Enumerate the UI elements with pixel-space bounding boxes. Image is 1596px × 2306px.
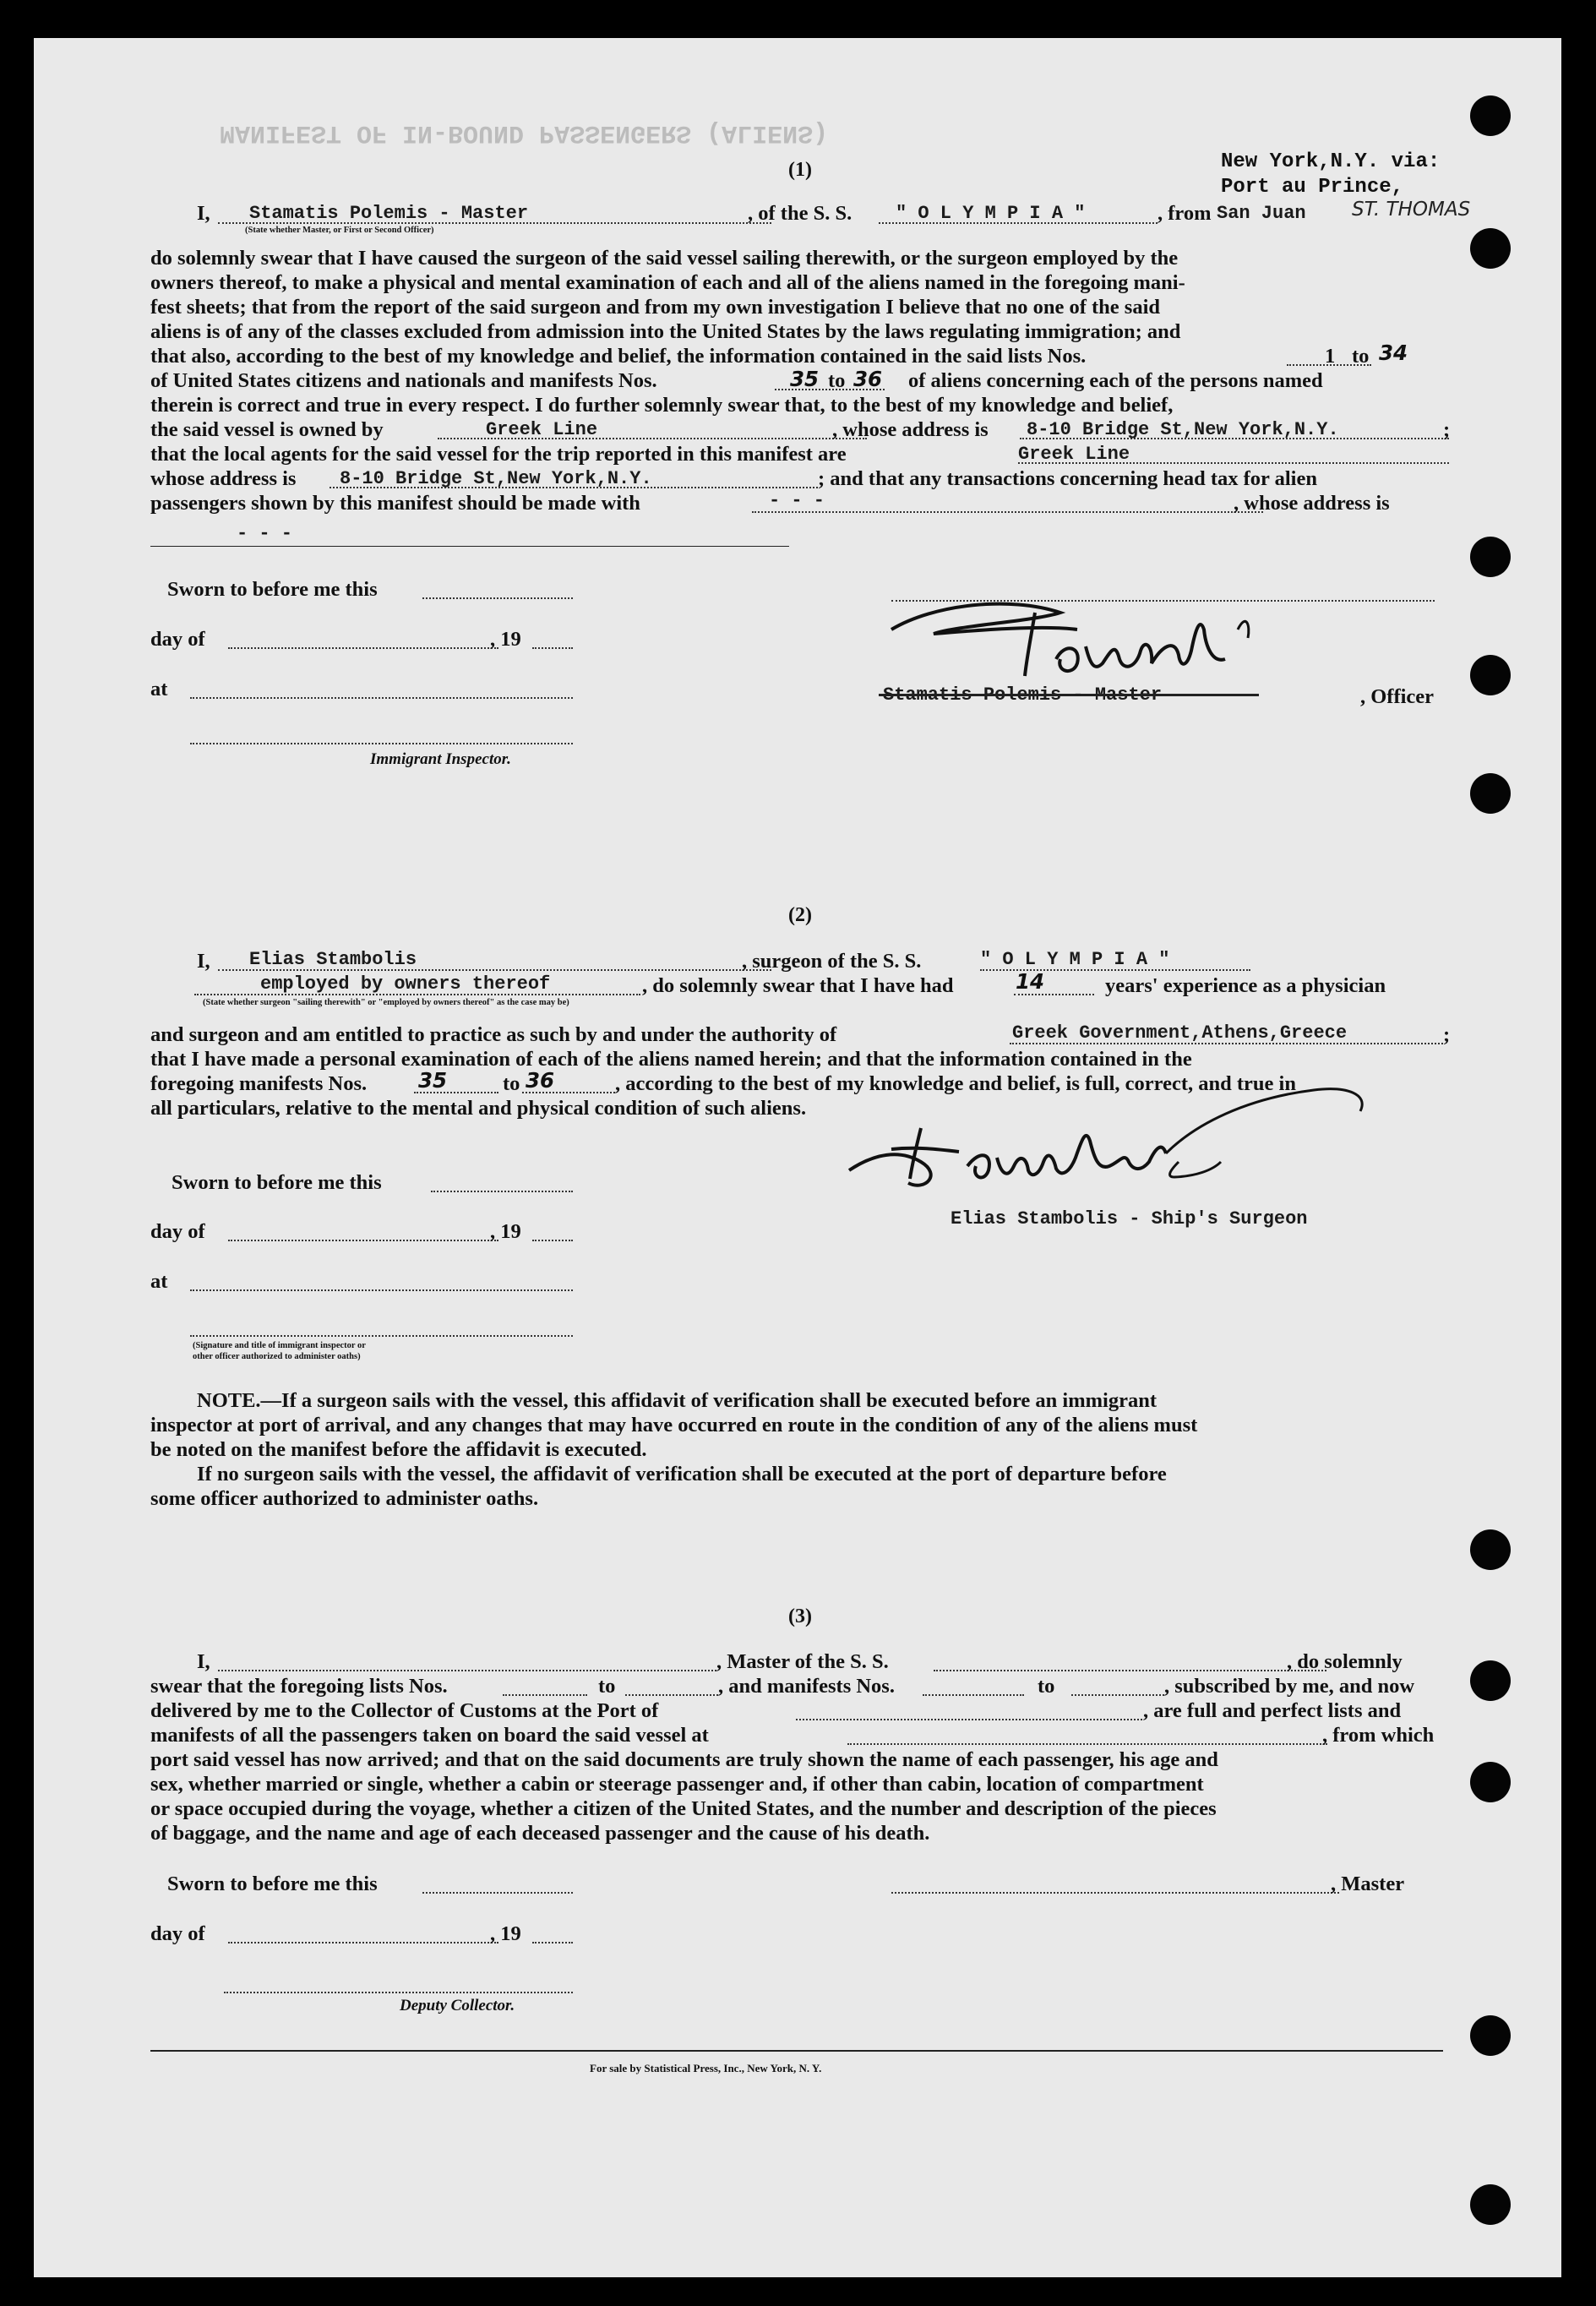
manifests-from: 35 xyxy=(790,367,820,391)
owner: Greek Line xyxy=(486,419,598,440)
s3-line-2: sex, whether married or single, whether a cabin or steerage passenger and, if other than cabin, location of compartment xyxy=(150,1773,1204,1796)
lists-from: 1 xyxy=(1325,345,1336,368)
agents: Greek Line xyxy=(1018,444,1130,465)
lists-to: 34 xyxy=(1379,341,1408,365)
s3-ship-line xyxy=(934,1670,1326,1671)
bleedthrough-text: MANIFEST OF IN-BOUND PASSENGERS (ALIENS) xyxy=(220,118,829,147)
destination-line-1: New York,N.Y. via: xyxy=(1221,150,1441,173)
owned-by-label: the said vessel is owned by xyxy=(150,418,384,441)
note-line-3: be noted on the manifest before the affidavit is executed. xyxy=(150,1438,647,1461)
years: 14 xyxy=(1016,969,1045,994)
s2-sworn-label: Sworn to before me this xyxy=(172,1171,382,1194)
according-text: , according to the best of my knowledge and belief, is full, correct, and true in xyxy=(615,1072,1296,1095)
s2-at-label: at xyxy=(150,1270,168,1293)
manifest-sheet xyxy=(34,38,1561,2277)
s3-to-label-1: to xyxy=(598,1675,616,1698)
s2-day-line xyxy=(228,1240,498,1241)
s2-to-label: to xyxy=(503,1072,520,1095)
punch-hole xyxy=(1470,2184,1511,2225)
surgeon-caption: (State whether surgeon "sailing therewith" or "employed by owners thereof" as the case may be) xyxy=(203,998,569,1007)
owner-address: 8-10 Bridge St,New York,N.Y. xyxy=(1027,419,1339,440)
s1-line-4: aliens is of any of the classes excluded from admission into the United States by the laws regulating immigration; and xyxy=(150,320,1181,343)
punch-hole xyxy=(1470,1660,1511,1701)
punch-hole xyxy=(1470,1762,1511,1802)
citizens-line-b: of aliens concerning each of the persons named xyxy=(908,369,1323,392)
section-3-number: (3) xyxy=(788,1605,812,1627)
s3-line-1: port said vessel has now arrived; and that on the said documents are truly shown the name of each passenger, his age and xyxy=(150,1748,1218,1771)
s3-collector-line xyxy=(224,1992,573,1993)
head-tax-party-line xyxy=(752,511,1263,513)
s1-day-of-label: day of xyxy=(150,628,205,651)
s3-day-line xyxy=(228,1942,498,1943)
punch-hole xyxy=(1470,773,1511,814)
years-tail: years' experience as a physician xyxy=(1105,974,1386,997)
from-label: , from xyxy=(1158,202,1212,225)
authority-label: and surgeon and am entitled to practice as such by and under the authority of xyxy=(150,1023,837,1046)
s3-master-line xyxy=(891,1892,1339,1894)
destination-line-2: Port au Prince, xyxy=(1221,176,1404,199)
surgeon-signed-name: Elias Stambolis - Ship's Surgeon xyxy=(951,1208,1308,1229)
owner-semicolon: ; xyxy=(1443,418,1451,441)
s3-to-label-2: to xyxy=(1038,1675,1055,1698)
s3-name-line xyxy=(218,1670,716,1671)
s2-day-of-label: day of xyxy=(150,1220,205,1243)
head-tax-party: - - - xyxy=(769,490,825,511)
lists-to-label: to xyxy=(1352,345,1370,368)
surgeon-signature xyxy=(841,1077,1390,1204)
s3-day-of-label: day of xyxy=(150,1922,205,1945)
section-1-i: I, xyxy=(197,202,210,225)
head-tax-address-label: , whose address is xyxy=(1234,492,1390,515)
s1-nineteen: , 19 xyxy=(490,628,521,651)
s1-sworn-line xyxy=(422,597,573,599)
s2-at-line xyxy=(190,1289,573,1291)
s3-sworn-line xyxy=(422,1892,573,1894)
surgeon-ship: " O L Y M P I A " xyxy=(980,949,1170,970)
surgeon-name: Elias Stambolis xyxy=(249,949,417,970)
master-caption: (State whether Master, or First or Second Officer) xyxy=(245,226,434,235)
punch-hole xyxy=(1470,537,1511,577)
s1-at-label: at xyxy=(150,678,168,701)
passengers-label: passengers shown by this manifest should be made with xyxy=(150,492,640,515)
s2-manifests-from: 35 xyxy=(418,1068,448,1093)
note-line-5: some officer authorized to administer oaths. xyxy=(150,1487,539,1510)
s2-caption-sig-2: other officer authorized to administer oaths) xyxy=(193,1352,361,1361)
s2-manifests-to: 36 xyxy=(526,1068,555,1093)
s3-deputy-caption: Deputy Collector. xyxy=(400,1997,515,2014)
s1-at-line xyxy=(190,697,573,699)
s3-and-manifests: , and manifests Nos. xyxy=(718,1675,895,1698)
s3-lists-from-line xyxy=(503,1694,587,1696)
footer-rule xyxy=(150,2050,1443,2052)
s2-nineteen: , 19 xyxy=(490,1220,521,1243)
surgeon-of-label: , surgeon of the S. S. xyxy=(742,950,922,973)
s3-subscribed: , subscribed by me, and now xyxy=(1164,1675,1415,1698)
employment: employed by owners thereof xyxy=(260,973,551,995)
s3-sworn-label: Sworn to before me this xyxy=(167,1873,378,1895)
all-particulars-line: all particulars, relative to the mental and physical condition of such aliens. xyxy=(150,1097,807,1120)
note-line-2: inspector at port of arrival, and any changes that may have occurred en route in the condition of any of the aliens must xyxy=(150,1414,1198,1436)
s3-line-4: of baggage, and the name and age of each deceased passenger and the cause of his death. xyxy=(150,1822,930,1845)
officer-suffix: , Officer xyxy=(1360,685,1435,708)
section-2-number: (2) xyxy=(788,904,812,926)
ship-name: " O L Y M P I A " xyxy=(896,203,1086,224)
s1-inspector-line xyxy=(190,743,573,744)
footer-imprint: For sale by Statistical Press, Inc., New York, N. Y. xyxy=(590,2062,822,2074)
agent-address: 8-10 Bridge St,New York,N.Y. xyxy=(340,468,652,489)
s3-full-perfect: , are full and perfect lists and xyxy=(1143,1699,1402,1722)
s3-master-suffix: , Master xyxy=(1331,1873,1405,1895)
s3-line-3: or space occupied during the voyage, whether a citizen of the United States, and the number and description of the pieces xyxy=(150,1797,1217,1820)
agent-address-label: whose address is xyxy=(150,467,297,490)
owner-address-label: , whose address is xyxy=(832,418,989,441)
s3-vessel-at-line xyxy=(847,1743,1327,1745)
s3-from-which: , from which xyxy=(1322,1724,1435,1747)
s3-do-solemnly: , do solemnly xyxy=(1287,1650,1403,1673)
s3-lists-to-line xyxy=(625,1694,718,1696)
s2-caption-sig-1: (Signature and title of immigrant inspector or xyxy=(193,1341,366,1350)
note-line-1: NOTE.—If a surgeon sails with the vessel, this affidavit of verification shall be executed before an immigrant xyxy=(197,1389,1158,1412)
s2-sworn-line xyxy=(431,1191,573,1192)
s1-line-1: do solemnly swear that I have caused the surgeon of the said vessel sailing therewith, or the surgeon employed by the xyxy=(150,247,1179,270)
section-1-number: (1) xyxy=(788,159,812,181)
swear-text: , do solemnly swear that I have had xyxy=(642,974,954,997)
citizens-line-a: of United States citizens and nationals and manifests Nos. xyxy=(150,369,657,392)
handwritten-port: ST. THOMAS xyxy=(1352,199,1471,221)
transactions-text: ; and that any transactions concerning head tax for alien xyxy=(818,467,1317,490)
punch-hole xyxy=(1470,2015,1511,2056)
s1-line-3: fest sheets; that from the report of the said surgeon and from my own investigation I believe that no one of the said xyxy=(150,296,1160,319)
s3-manifests-from-line xyxy=(923,1694,1024,1696)
s1-inspector-caption: Immigrant Inspector. xyxy=(370,750,511,768)
s3-year-line xyxy=(532,1942,573,1943)
s3-port-line xyxy=(796,1719,1142,1720)
s3-delivered: delivered by me to the Collector of Customs at the Port of xyxy=(150,1699,659,1722)
s3-manifests-to-line xyxy=(1071,1694,1164,1696)
master-name: Stamatis Polemis - Master xyxy=(249,203,529,224)
punch-hole xyxy=(1470,95,1511,136)
s3-master-of: , Master of the S. S. xyxy=(716,1650,889,1673)
manifests-to-label: to xyxy=(828,369,846,392)
s1-day-line xyxy=(228,647,498,649)
agents-label: that the local agents for the said vessel for the trip reported in this manifest are xyxy=(150,443,847,466)
s3-swear-lists: swear that the foregoing lists Nos. xyxy=(150,1675,448,1698)
punch-hole xyxy=(1470,228,1511,269)
punch-hole xyxy=(1470,655,1511,695)
punch-hole xyxy=(1470,1529,1511,1570)
correct-line: therein is correct and true in every respect. I do further solemnly swear that, to the best of my knowledge and belief, xyxy=(150,394,1174,417)
s3-nineteen: , 19 xyxy=(490,1922,521,1945)
authority: Greek Government,Athens,Greece xyxy=(1012,1022,1348,1044)
of-ss-label: , of the S. S. xyxy=(748,202,852,225)
exam-line: that I have made a personal examination of each of the aliens named herein; and that the information contained in the xyxy=(150,1048,1192,1071)
authority-semicolon: ; xyxy=(1443,1023,1451,1046)
s1-line-5: that also, according to the best of my knowledge and belief, the information contained in the said lists Nos. xyxy=(150,345,1087,368)
master-signed-name: Stamatis Polemis - Master xyxy=(883,684,1163,706)
s2-officer-line xyxy=(190,1335,573,1337)
signed-name-strike xyxy=(879,694,1259,696)
s1-sworn-label: Sworn to before me this xyxy=(167,578,378,601)
note-line-4: If no surgeon sails with the vessel, the affidavit of verification shall be executed at the port of departure before xyxy=(197,1463,1167,1486)
section-2-i: I, xyxy=(197,950,210,973)
s3-manifests-of: manifests of all the passengers taken on board the said vessel at xyxy=(150,1724,709,1747)
s1-line-2: owners thereof, to make a physical and mental examination of each and all of the aliens named in the foregoing mani- xyxy=(150,271,1185,294)
from-port: San Juan xyxy=(1217,203,1306,224)
foregoing-label: foregoing manifests Nos. xyxy=(150,1072,368,1095)
s1-year-line xyxy=(532,647,573,649)
manifests-to: 36 xyxy=(853,367,883,391)
s2-year-line xyxy=(532,1240,573,1241)
section-3-i: I, xyxy=(197,1650,210,1673)
head-tax-address: - - - xyxy=(237,523,293,544)
